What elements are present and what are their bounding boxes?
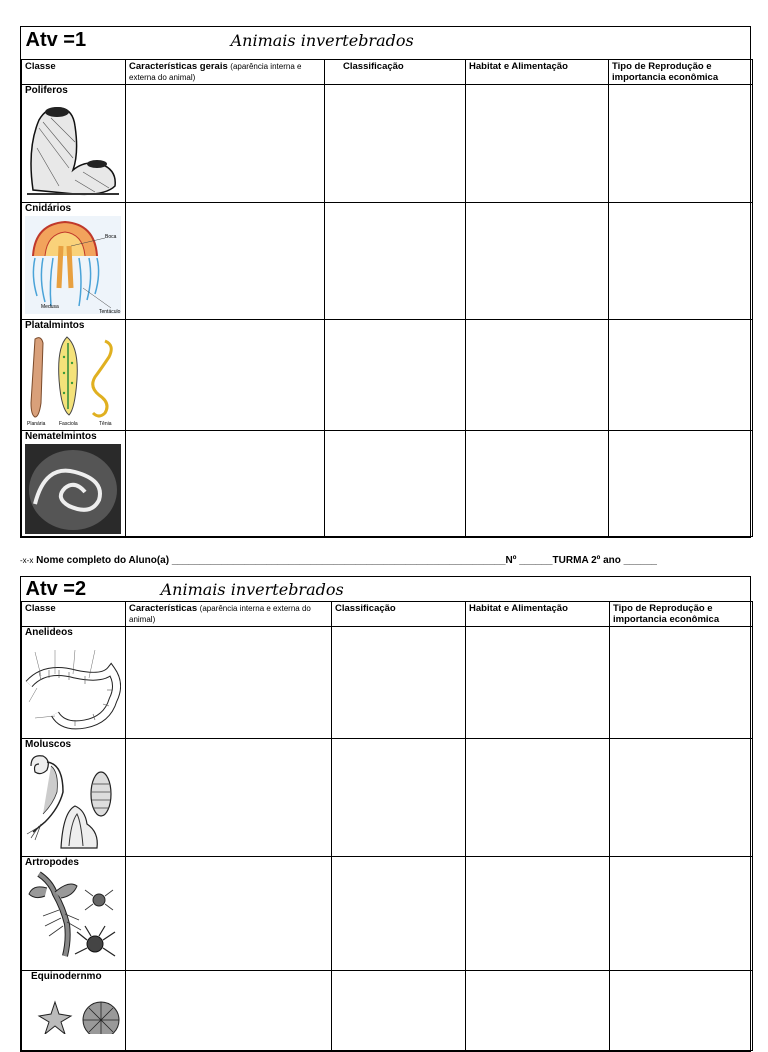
sheet-subtitle: Animais invertebrados <box>160 580 344 599</box>
worksheet-2 <box>20 576 751 1052</box>
tipo-cell[interactable] <box>610 627 753 739</box>
class-name: Cnidários <box>25 202 72 214</box>
tipo-cell[interactable] <box>609 319 753 430</box>
table-row <box>22 739 753 857</box>
student-name-label[interactable]: Nome completo do Aluno(a) ____________________________________________________________Nº ______TURMA 2º ano ______ <box>36 555 657 566</box>
label-boca: Boca <box>105 233 117 240</box>
caracteristicas-cell[interactable] <box>126 627 332 739</box>
caracteristicas-cell[interactable] <box>126 430 325 536</box>
label-medusa: Medusa <box>41 303 59 310</box>
habitat-cell[interactable] <box>466 627 610 739</box>
jellyfish-illustration-icon <box>25 216 121 314</box>
echinoderm-illustration-icon <box>25 984 121 1034</box>
atv-title: Atv =1 <box>25 29 87 51</box>
table-row <box>22 202 753 319</box>
class-name: Anelideos <box>25 627 73 638</box>
classificacao-cell[interactable] <box>325 319 466 430</box>
label-fasciola: Fasciola <box>59 420 78 427</box>
tipo-cell[interactable] <box>610 857 753 971</box>
class-cell <box>22 857 126 971</box>
tipo-cell[interactable] <box>610 971 753 1051</box>
habitat-cell[interactable] <box>466 84 609 202</box>
habitat-cell[interactable] <box>466 430 609 536</box>
header-caracteristicas: Características (aparência interna e externa do animal) <box>126 602 332 627</box>
header-caracteristicas: Características gerais (aparência interna e externa do animal) <box>126 59 325 84</box>
table-row <box>22 971 753 1051</box>
header-tipo: Tipo de Reprodução e importancia econômica <box>609 59 753 84</box>
caracteristicas-cell[interactable] <box>126 202 325 319</box>
habitat-cell[interactable] <box>466 971 610 1051</box>
caracteristicas-cell[interactable] <box>126 739 332 857</box>
tipo-cell[interactable] <box>609 84 753 202</box>
worksheet-1-table <box>21 27 753 537</box>
classificacao-cell[interactable] <box>325 202 466 319</box>
class-name: Poliferos <box>25 84 68 96</box>
sheet-subtitle: Animais invertebrados <box>230 31 414 50</box>
habitat-cell[interactable] <box>466 202 609 319</box>
flatworm-illustration-icon <box>25 333 121 427</box>
class-cell <box>22 430 126 536</box>
tipo-cell[interactable] <box>609 430 753 536</box>
classificacao-cell[interactable] <box>332 739 466 857</box>
habitat-cell[interactable] <box>466 319 609 430</box>
table-row <box>22 627 753 739</box>
table-row <box>22 84 753 202</box>
atv-title: Atv =2 <box>25 578 87 600</box>
label-tenia: Tênia <box>99 420 112 427</box>
class-name: Equinodernmo <box>31 971 102 982</box>
tipo-cell[interactable] <box>609 202 753 319</box>
class-name: Moluscos <box>25 739 72 750</box>
line-prefix: -x-x <box>20 556 34 565</box>
header-classe: Classe <box>22 602 126 627</box>
classificacao-cell[interactable] <box>325 84 466 202</box>
sponge-illustration-icon <box>25 98 121 198</box>
table-row <box>22 319 753 430</box>
class-cell <box>22 739 126 857</box>
tipo-cell[interactable] <box>610 739 753 857</box>
earthworm-illustration-icon <box>25 640 121 734</box>
class-cell <box>22 319 126 430</box>
class-name: Platalmintos <box>25 319 85 331</box>
student-name-line <box>20 555 751 566</box>
habitat-cell[interactable] <box>466 857 610 971</box>
mollusk-illustration-icon <box>25 752 121 852</box>
classificacao-cell[interactable] <box>332 627 466 739</box>
class-cell <box>22 202 126 319</box>
header-row <box>22 59 753 84</box>
classificacao-cell[interactable] <box>325 430 466 536</box>
arthropod-illustration-icon <box>25 870 121 966</box>
class-cell <box>22 627 126 739</box>
classificacao-cell[interactable] <box>332 857 466 971</box>
caracteristicas-cell[interactable] <box>126 319 325 430</box>
label-planaria: Planária <box>27 420 46 427</box>
label-tentaculo: Tentáculo <box>99 308 121 314</box>
classificacao-cell[interactable] <box>332 971 466 1051</box>
header-classificacao: Classificação <box>332 602 466 627</box>
caracteristicas-cell[interactable] <box>126 857 332 971</box>
worksheet-2-table <box>21 577 753 1051</box>
worksheet-1 <box>20 26 751 538</box>
roundworm-illustration-icon <box>25 444 121 534</box>
class-cell <box>22 971 126 1051</box>
header-tipo: Tipo de Reprodução e importancia econômica <box>610 602 753 627</box>
caracteristicas-cell[interactable] <box>126 84 325 202</box>
class-name: Artropodes <box>25 857 79 868</box>
header-row <box>22 602 753 627</box>
header-classificacao: Classificação <box>325 59 466 84</box>
header-habitat: Habitat e Alimentação <box>466 59 609 84</box>
header-classe: Classe <box>22 59 126 84</box>
table-row <box>22 857 753 971</box>
header-habitat: Habitat e Alimentação <box>466 602 610 627</box>
habitat-cell[interactable] <box>466 739 610 857</box>
caracteristicas-cell[interactable] <box>126 971 332 1051</box>
table-row <box>22 430 753 536</box>
class-cell <box>22 84 126 202</box>
class-name: Nematelmintos <box>25 430 97 442</box>
